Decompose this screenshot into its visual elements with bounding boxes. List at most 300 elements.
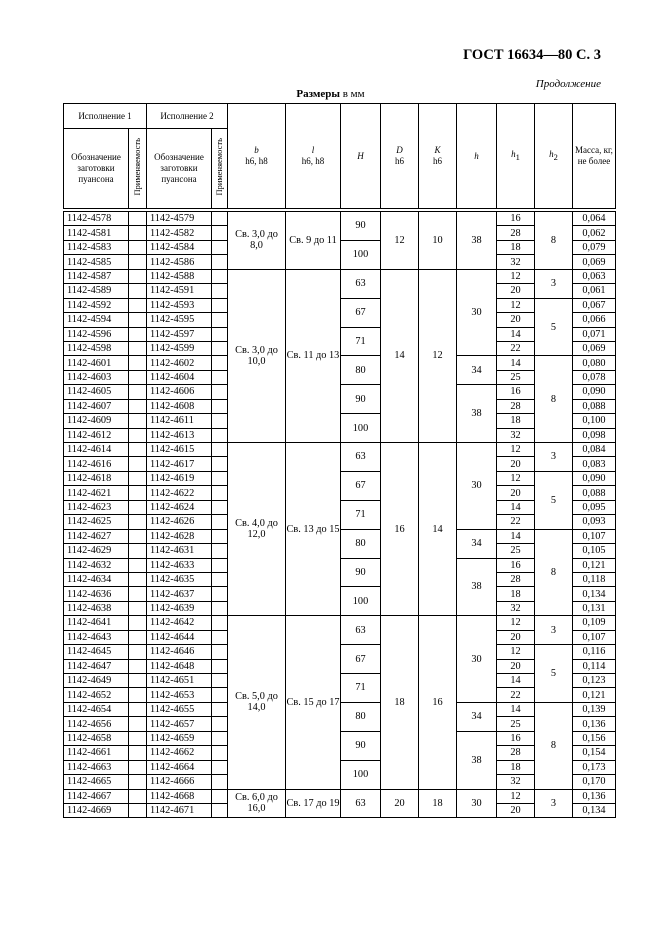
- applicability-exec2: [212, 760, 228, 774]
- D-value: 14: [381, 269, 419, 442]
- designation-exec1: 1142-4618: [64, 471, 129, 485]
- punch-blank-table: [63, 103, 616, 818]
- applicability-exec2: [212, 746, 228, 760]
- mass-value: 0,131: [573, 601, 616, 615]
- designation-exec2: 1142-4611: [147, 414, 212, 428]
- applicability-exec1: [129, 616, 147, 630]
- K-value: 16: [419, 616, 457, 789]
- h-value: 30: [457, 443, 497, 530]
- designation-exec2: 1142-4633: [147, 558, 212, 572]
- mass-value: 0,079: [573, 240, 616, 254]
- mass-value: 0,105: [573, 544, 616, 558]
- mass-value: 0,088: [573, 399, 616, 413]
- mass-value: 0,084: [573, 443, 616, 457]
- applicability-exec2: [212, 702, 228, 716]
- designation-exec2: 1142-4648: [147, 659, 212, 673]
- h-value: 38: [457, 385, 497, 443]
- mass-value: 0,064: [573, 212, 616, 226]
- mass-value: 0,139: [573, 702, 616, 716]
- designation-exec1: 1142-4656: [64, 717, 129, 731]
- mass-value: 0,170: [573, 775, 616, 789]
- designation-exec1: 1142-4603: [64, 370, 129, 384]
- h1-value: 20: [497, 803, 535, 817]
- designation-exec2: 1142-4608: [147, 399, 212, 413]
- designation-exec2: 1142-4584: [147, 240, 212, 254]
- applicability-exec1: [129, 515, 147, 529]
- applicability-exec2: [212, 341, 228, 355]
- applicability-exec1: [129, 414, 147, 428]
- applicability-exec2: [212, 587, 228, 601]
- h1-value: 14: [497, 500, 535, 514]
- h1-value: 12: [497, 616, 535, 630]
- applicability-exec1: [129, 313, 147, 327]
- designation-exec2: 1142-4593: [147, 298, 212, 312]
- h2-value: 5: [535, 298, 573, 356]
- K-value: 10: [419, 212, 457, 270]
- designation-exec1: 1142-4623: [64, 500, 129, 514]
- applicability-exec2: [212, 428, 228, 442]
- l-range: Св. 13 до 15: [286, 443, 341, 616]
- applicability-exec2: [212, 717, 228, 731]
- h1-value: 22: [497, 341, 535, 355]
- H-value: 100: [341, 414, 381, 443]
- h1-value: 12: [497, 645, 535, 659]
- applicability-exec1: [129, 775, 147, 789]
- D-value: 12: [381, 212, 419, 270]
- h1-value: 25: [497, 544, 535, 558]
- designation-exec1: 1142-4627: [64, 529, 129, 543]
- designation-exec2: 1142-4586: [147, 255, 212, 269]
- h2-value: 3: [535, 616, 573, 645]
- h-value: 38: [457, 558, 497, 616]
- dimensions-caption-units: в мм: [339, 88, 365, 100]
- applicability-exec2: [212, 630, 228, 644]
- applicability-exec2: [212, 775, 228, 789]
- H-value: 80: [341, 356, 381, 385]
- designation-exec1: 1142-4649: [64, 674, 129, 688]
- h-value: 34: [457, 702, 497, 731]
- designation-exec1: 1142-4616: [64, 457, 129, 471]
- mass-value: 0,067: [573, 298, 616, 312]
- designation-exec2: 1142-4579: [147, 212, 212, 226]
- h1-value: 25: [497, 717, 535, 731]
- designation-exec2: 1142-4582: [147, 226, 212, 240]
- applicability-exec1: [129, 731, 147, 745]
- designation-exec2: 1142-4624: [147, 500, 212, 514]
- h1-value: 32: [497, 601, 535, 615]
- h1-value: 18: [497, 240, 535, 254]
- applicability-exec1: [129, 500, 147, 514]
- applicability-exec1: [129, 385, 147, 399]
- h1-value: 20: [497, 486, 535, 500]
- h1-value: 14: [497, 702, 535, 716]
- designation-exec1: 1142-4667: [64, 789, 129, 803]
- header-designation-2: Обозначение заготовки пуансона: [147, 129, 212, 209]
- designation-exec2: 1142-4655: [147, 702, 212, 716]
- applicability-exec1: [129, 284, 147, 298]
- dimensions-caption: [0, 88, 661, 100]
- h1-value: 20: [497, 630, 535, 644]
- H-value: 63: [341, 269, 381, 298]
- mass-value: 0,100: [573, 414, 616, 428]
- mass-value: 0,107: [573, 630, 616, 644]
- mass-value: 0,154: [573, 746, 616, 760]
- K-value: 14: [419, 443, 457, 616]
- h2-value: 8: [535, 529, 573, 616]
- applicability-exec2: [212, 500, 228, 514]
- K-value: 12: [419, 269, 457, 442]
- applicability-exec2: [212, 471, 228, 485]
- designation-exec1: 1142-4587: [64, 269, 129, 283]
- designation-exec2: 1142-4604: [147, 370, 212, 384]
- l-range: Св. 15 до 17: [286, 616, 341, 789]
- designation-exec1: 1142-4669: [64, 803, 129, 817]
- mass-value: 0,156: [573, 731, 616, 745]
- h1-value: 12: [497, 269, 535, 283]
- applicability-exec2: [212, 572, 228, 586]
- header-applicability-1-text: Применяемость: [132, 138, 142, 196]
- applicability-exec1: [129, 674, 147, 688]
- mass-value: 0,116: [573, 645, 616, 659]
- designation-exec1: 1142-4581: [64, 226, 129, 240]
- applicability-exec1: [129, 356, 147, 370]
- table-row: [64, 212, 616, 226]
- applicability-exec2: [212, 399, 228, 413]
- h2-value: 5: [535, 471, 573, 529]
- applicability-exec2: [212, 601, 228, 615]
- H-value: 80: [341, 529, 381, 558]
- h-value: 34: [457, 356, 497, 385]
- designation-exec2: 1142-4602: [147, 356, 212, 370]
- h1-value: 20: [497, 457, 535, 471]
- mass-value: 0,136: [573, 789, 616, 803]
- D-value: 20: [381, 789, 419, 818]
- designation-exec2: 1142-4657: [147, 717, 212, 731]
- designation-exec1: 1142-4636: [64, 587, 129, 601]
- designation-exec1: 1142-4596: [64, 327, 129, 341]
- applicability-exec2: [212, 226, 228, 240]
- h2-value: 8: [535, 356, 573, 443]
- designation-exec1: 1142-4598: [64, 341, 129, 355]
- designation-exec2: 1142-4642: [147, 616, 212, 630]
- designation-exec2: 1142-4639: [147, 601, 212, 615]
- applicability-exec1: [129, 529, 147, 543]
- applicability-exec2: [212, 313, 228, 327]
- designation-exec1: 1142-4625: [64, 515, 129, 529]
- table-row: [64, 443, 616, 457]
- applicability-exec1: [129, 760, 147, 774]
- applicability-exec1: [129, 572, 147, 586]
- applicability-exec2: [212, 645, 228, 659]
- designation-exec2: 1142-4668: [147, 789, 212, 803]
- h1-value: 20: [497, 313, 535, 327]
- mass-value: 0,078: [573, 370, 616, 384]
- designation-exec2: 1142-4597: [147, 327, 212, 341]
- header-h2-symbol: h: [549, 149, 554, 160]
- continuation-note: Продолжение: [535, 78, 601, 90]
- mass-value: 0,134: [573, 587, 616, 601]
- mass-value: 0,063: [573, 269, 616, 283]
- designation-exec1: 1142-4632: [64, 558, 129, 572]
- h1-value: 20: [497, 284, 535, 298]
- applicability-exec1: [129, 803, 147, 817]
- mass-value: 0,090: [573, 385, 616, 399]
- mass-value: 0,090: [573, 471, 616, 485]
- H-value: 90: [341, 385, 381, 414]
- applicability-exec1: [129, 558, 147, 572]
- mass-value: 0,114: [573, 659, 616, 673]
- mass-value: 0,134: [573, 803, 616, 817]
- mass-value: 0,088: [573, 486, 616, 500]
- b-range: Св. 5,0 до 14,0: [228, 616, 286, 789]
- designation-exec1: 1142-4589: [64, 284, 129, 298]
- applicability-exec1: [129, 471, 147, 485]
- designation-exec1: 1142-4652: [64, 688, 129, 702]
- H-value: 90: [341, 212, 381, 241]
- h1-value: 14: [497, 356, 535, 370]
- designation-exec2: 1142-4653: [147, 688, 212, 702]
- applicability-exec2: [212, 688, 228, 702]
- h1-value: 18: [497, 587, 535, 601]
- h1-value: 28: [497, 746, 535, 760]
- header-designation-1: Обозначение заготовки пуансона: [64, 129, 129, 209]
- h1-value: 20: [497, 659, 535, 673]
- H-value: 71: [341, 500, 381, 529]
- header-H: [341, 104, 381, 209]
- designation-exec1: 1142-4634: [64, 572, 129, 586]
- h-value: 34: [457, 529, 497, 558]
- h2-value: 8: [535, 702, 573, 789]
- H-value: 100: [341, 760, 381, 789]
- header-b-symbol: b: [254, 145, 259, 155]
- mass-value: 0,061: [573, 284, 616, 298]
- H-value: 90: [341, 558, 381, 587]
- applicability-exec1: [129, 717, 147, 731]
- designation-exec1: 1142-4612: [64, 428, 129, 442]
- mass-value: 0,123: [573, 674, 616, 688]
- applicability-exec2: [212, 284, 228, 298]
- mass-value: 0,118: [573, 572, 616, 586]
- designation-exec1: 1142-4605: [64, 385, 129, 399]
- mass-value: 0,066: [573, 313, 616, 327]
- designation-exec2: 1142-4635: [147, 572, 212, 586]
- h1-value: 16: [497, 212, 535, 226]
- header-K: [419, 104, 457, 209]
- mass-value: 0,121: [573, 558, 616, 572]
- applicability-exec1: [129, 688, 147, 702]
- h1-value: 12: [497, 471, 535, 485]
- applicability-exec2: [212, 240, 228, 254]
- mass-value: 0,071: [573, 327, 616, 341]
- h1-value: 18: [497, 760, 535, 774]
- header-l-symbol: l: [311, 145, 315, 155]
- designation-exec1: 1142-4638: [64, 601, 129, 615]
- h2-value: 5: [535, 645, 573, 703]
- l-range: Св. 17 до 19: [286, 789, 341, 818]
- mass-value: 0,093: [573, 515, 616, 529]
- applicability-exec2: [212, 731, 228, 745]
- header-h1-subscript: 1: [515, 151, 520, 162]
- header-K-tolerance: h6: [433, 156, 442, 166]
- header-h2-subscript: 2: [553, 151, 558, 162]
- h2-value: 8: [535, 212, 573, 270]
- applicability-exec1: [129, 486, 147, 500]
- designation-exec2: 1142-4671: [147, 803, 212, 817]
- mass-value: 0,121: [573, 688, 616, 702]
- l-range: Св. 11 до 13: [286, 269, 341, 442]
- applicability-exec2: [212, 385, 228, 399]
- H-value: 67: [341, 645, 381, 674]
- header-l-tolerance: h6, h8: [301, 156, 325, 166]
- mass-value: 0,136: [573, 717, 616, 731]
- applicability-exec2: [212, 414, 228, 428]
- mass-value: 0,095: [573, 500, 616, 514]
- h1-value: 12: [497, 789, 535, 803]
- h1-value: 28: [497, 399, 535, 413]
- applicability-exec1: [129, 544, 147, 558]
- designation-exec2: 1142-4666: [147, 775, 212, 789]
- h1-value: 28: [497, 572, 535, 586]
- applicability-exec1: [129, 746, 147, 760]
- applicability-exec2: [212, 659, 228, 673]
- header-h1-symbol: h: [511, 149, 516, 160]
- H-value: 63: [341, 443, 381, 472]
- applicability-exec2: [212, 486, 228, 500]
- header-applicability-1: [129, 129, 147, 209]
- applicability-exec2: [212, 269, 228, 283]
- designation-exec1: 1142-4665: [64, 775, 129, 789]
- applicability-exec2: [212, 327, 228, 341]
- designation-exec1: 1142-4609: [64, 414, 129, 428]
- table-row: [64, 269, 616, 283]
- h-value: 30: [457, 616, 497, 703]
- designation-exec1: 1142-4663: [64, 760, 129, 774]
- applicability-exec2: [212, 443, 228, 457]
- h1-value: 12: [497, 298, 535, 312]
- applicability-exec2: [212, 457, 228, 471]
- applicability-exec2: [212, 212, 228, 226]
- designation-exec2: 1142-4599: [147, 341, 212, 355]
- applicability-exec1: [129, 457, 147, 471]
- H-value: 100: [341, 587, 381, 616]
- applicability-exec1: [129, 443, 147, 457]
- designation-exec1: 1142-4601: [64, 356, 129, 370]
- designation-exec1: 1142-4629: [64, 544, 129, 558]
- designation-exec2: 1142-4617: [147, 457, 212, 471]
- designation-exec2: 1142-4613: [147, 428, 212, 442]
- h1-value: 14: [497, 529, 535, 543]
- designation-exec2: 1142-4637: [147, 587, 212, 601]
- designation-exec1: 1142-4592: [64, 298, 129, 312]
- designation-exec2: 1142-4615: [147, 443, 212, 457]
- h1-value: 18: [497, 414, 535, 428]
- H-value: 63: [341, 789, 381, 818]
- table-row: [64, 789, 616, 803]
- h1-value: 28: [497, 226, 535, 240]
- header-b-tolerance: h6, h8: [245, 156, 268, 166]
- D-value: 16: [381, 443, 419, 616]
- applicability-exec2: [212, 370, 228, 384]
- designation-exec1: 1142-4641: [64, 616, 129, 630]
- h2-value: 3: [535, 443, 573, 472]
- h1-value: 32: [497, 255, 535, 269]
- dimensions-caption-bold: Размеры: [296, 88, 340, 100]
- applicability-exec1: [129, 298, 147, 312]
- h-value: 30: [457, 269, 497, 356]
- applicability-exec1: [129, 240, 147, 254]
- h2-value: 3: [535, 789, 573, 818]
- designation-exec2: 1142-4646: [147, 645, 212, 659]
- applicability-exec2: [212, 255, 228, 269]
- H-value: 71: [341, 327, 381, 356]
- designation-exec2: 1142-4628: [147, 529, 212, 543]
- designation-exec2: 1142-4591: [147, 284, 212, 298]
- header-applicability-2: [212, 129, 228, 209]
- header-l: [286, 104, 341, 209]
- h1-value: 12: [497, 443, 535, 457]
- H-value: 100: [341, 240, 381, 269]
- designation-exec2: 1142-4664: [147, 760, 212, 774]
- h1-value: 22: [497, 515, 535, 529]
- applicability-exec1: [129, 659, 147, 673]
- applicability-exec2: [212, 515, 228, 529]
- D-value: 18: [381, 616, 419, 789]
- mass-value: 0,080: [573, 356, 616, 370]
- applicability-exec2: [212, 544, 228, 558]
- applicability-exec1: [129, 212, 147, 226]
- H-value: 71: [341, 674, 381, 703]
- applicability-exec2: [212, 616, 228, 630]
- designation-exec2: 1142-4631: [147, 544, 212, 558]
- header-applicability-2-text: Применяемость: [214, 138, 224, 196]
- h-value: 38: [457, 731, 497, 789]
- l-range: Св. 9 до 11: [286, 212, 341, 270]
- designation-exec2: 1142-4662: [147, 746, 212, 760]
- applicability-exec1: [129, 226, 147, 240]
- h1-value: 32: [497, 428, 535, 442]
- designation-exec2: 1142-4606: [147, 385, 212, 399]
- H-value: 80: [341, 702, 381, 731]
- header-execution-2: Исполнение 2: [147, 104, 228, 129]
- mass-value: 0,069: [573, 341, 616, 355]
- header-h2: [535, 104, 573, 209]
- designation-exec1: 1142-4647: [64, 659, 129, 673]
- b-range: Св. 4,0 до 12,0: [228, 443, 286, 616]
- b-range: Св. 3,0 до 8,0: [228, 212, 286, 270]
- applicability-exec1: [129, 370, 147, 384]
- H-value: 67: [341, 471, 381, 500]
- H-value: 90: [341, 731, 381, 760]
- header-h: [457, 104, 497, 209]
- applicability-exec2: [212, 298, 228, 312]
- table-body: [64, 212, 616, 818]
- applicability-exec1: [129, 702, 147, 716]
- header-mass: Масса, кг, не более: [573, 104, 616, 209]
- header-b: [228, 104, 286, 209]
- applicability-exec1: [129, 428, 147, 442]
- designation-exec2: 1142-4659: [147, 731, 212, 745]
- h1-value: 16: [497, 558, 535, 572]
- designation-exec2: 1142-4595: [147, 313, 212, 327]
- applicability-exec1: [129, 255, 147, 269]
- designation-exec2: 1142-4644: [147, 630, 212, 644]
- b-range: Св. 3,0 до 10,0: [228, 269, 286, 442]
- applicability-exec2: [212, 356, 228, 370]
- applicability-exec1: [129, 327, 147, 341]
- H-value: 67: [341, 298, 381, 327]
- mass-value: 0,062: [573, 226, 616, 240]
- designation-exec1: 1142-4578: [64, 212, 129, 226]
